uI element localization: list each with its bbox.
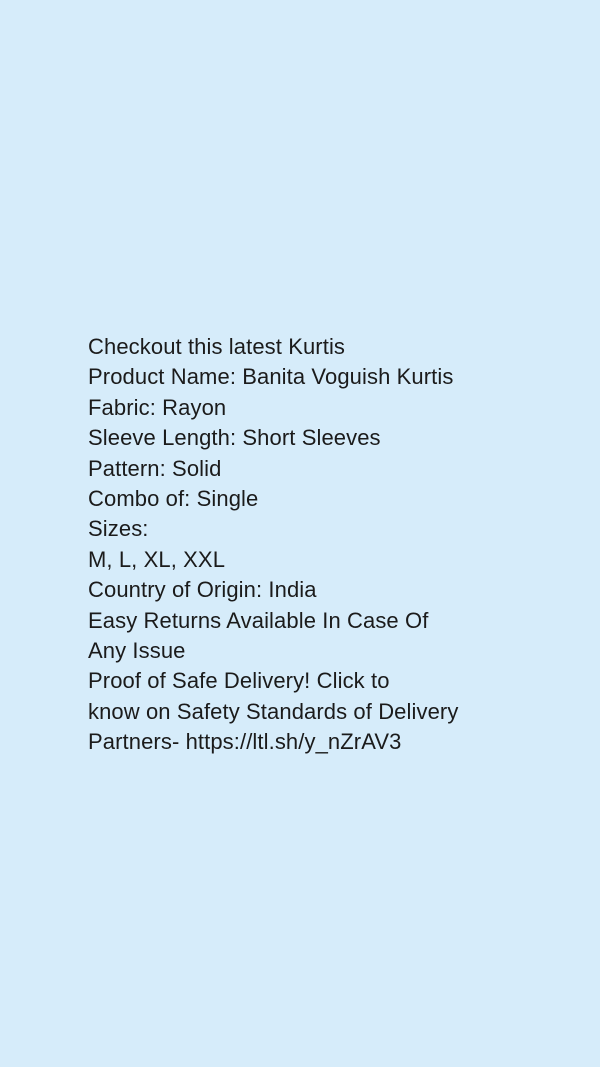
description-line: Product Name: Banita Voguish Kurtis [88, 364, 454, 390]
description-line: Proof of Safe Delivery! Click to [88, 668, 390, 694]
description-line: Sleeve Length: Short Sleeves [88, 425, 381, 451]
description-line: Sizes: [88, 516, 149, 542]
description-line: Easy Returns Available In Case Of [88, 607, 429, 633]
description-line: Combo of: Single [88, 486, 259, 512]
description-line: Country of Origin: India [88, 577, 317, 603]
description-line-link[interactable]: Partners- https://ltl.sh/y_nZrAV3 [88, 729, 402, 755]
description-line: M, L, XL, XXL [88, 546, 226, 572]
description-line: Any Issue [88, 638, 186, 664]
product-description-text [88, 332, 558, 758]
description-line: Fabric: Rayon [88, 394, 227, 420]
description-line: know on Safety Standards of Delivery [88, 698, 459, 724]
description-line: Checkout this latest Kurtis [88, 334, 346, 359]
description-line: Pattern: Solid [88, 455, 222, 481]
